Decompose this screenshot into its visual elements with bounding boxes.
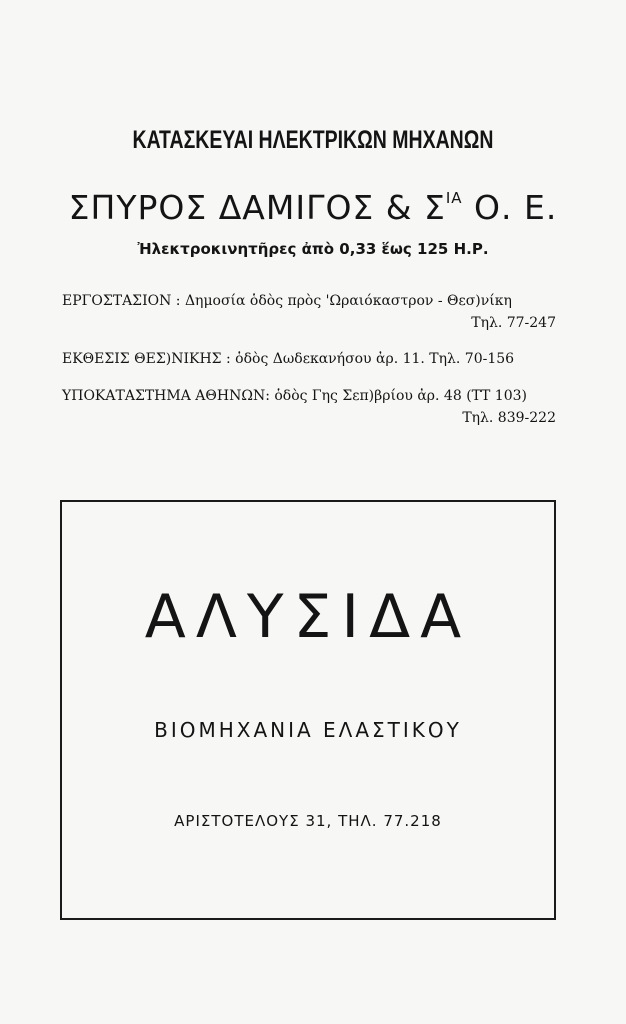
page-heading: ΚΑΤΑΣΚΕΥΑΙ ΗΛΕΚΤΡΙΚΩΝ ΜΗΧΑΝΩΝ	[132, 126, 494, 154]
branch-phone: Τηλ. 839-222	[462, 410, 556, 426]
company-name	[0, 188, 626, 227]
advert-box	[60, 500, 556, 920]
factory-address: ΕΡΓΟΣΤΑΣΙΟΝ : Δημοσία ὁδὸς πρὸς 'Ωραιόκαστρον - Θεσ)νίκη	[62, 293, 512, 309]
motors-line: Ἠλεκτροκινητῆρες ἀπὸ 0,33 ἕως 125 Η.Ρ.	[137, 240, 489, 258]
advert-company-name: ΑΛΥΣΙΔΑ	[144, 582, 472, 652]
advert-address: ΑΡΙΣΤΟΤΕΛΟΥΣ 31, ΤΗΛ. 77.218	[174, 812, 442, 830]
factory-phone: Τηλ. 77-247	[471, 315, 556, 331]
company-name-main: ΣΠΥΡΟΣ ΔΑΜΙΓΟΣ & Σ	[68, 188, 446, 227]
branch-address: ΥΠΟΚΑΤΑΣΤΗΜΑ ΑΘΗΝΩΝ: ὁδὸς Γης Σεπ)βρίου ἀρ. 48 (ΤΤ 103)	[62, 388, 527, 404]
exhibition-address: ΕΚΘΕΣΙΣ ΘΕΣ)ΝΙΚΗΣ : ὁδὸς Δωδεκανήσου ἀρ. 11. Τηλ. 70-156	[62, 351, 515, 367]
company-name-tail: Ο. Ε.	[462, 188, 558, 227]
advert-industry: ΒΙΟΜΗΧΑΝΙΑ ΕΛΑΣΤΙΚΟΥ	[154, 718, 462, 742]
company-name-superscript: ΙΑ	[445, 189, 463, 207]
